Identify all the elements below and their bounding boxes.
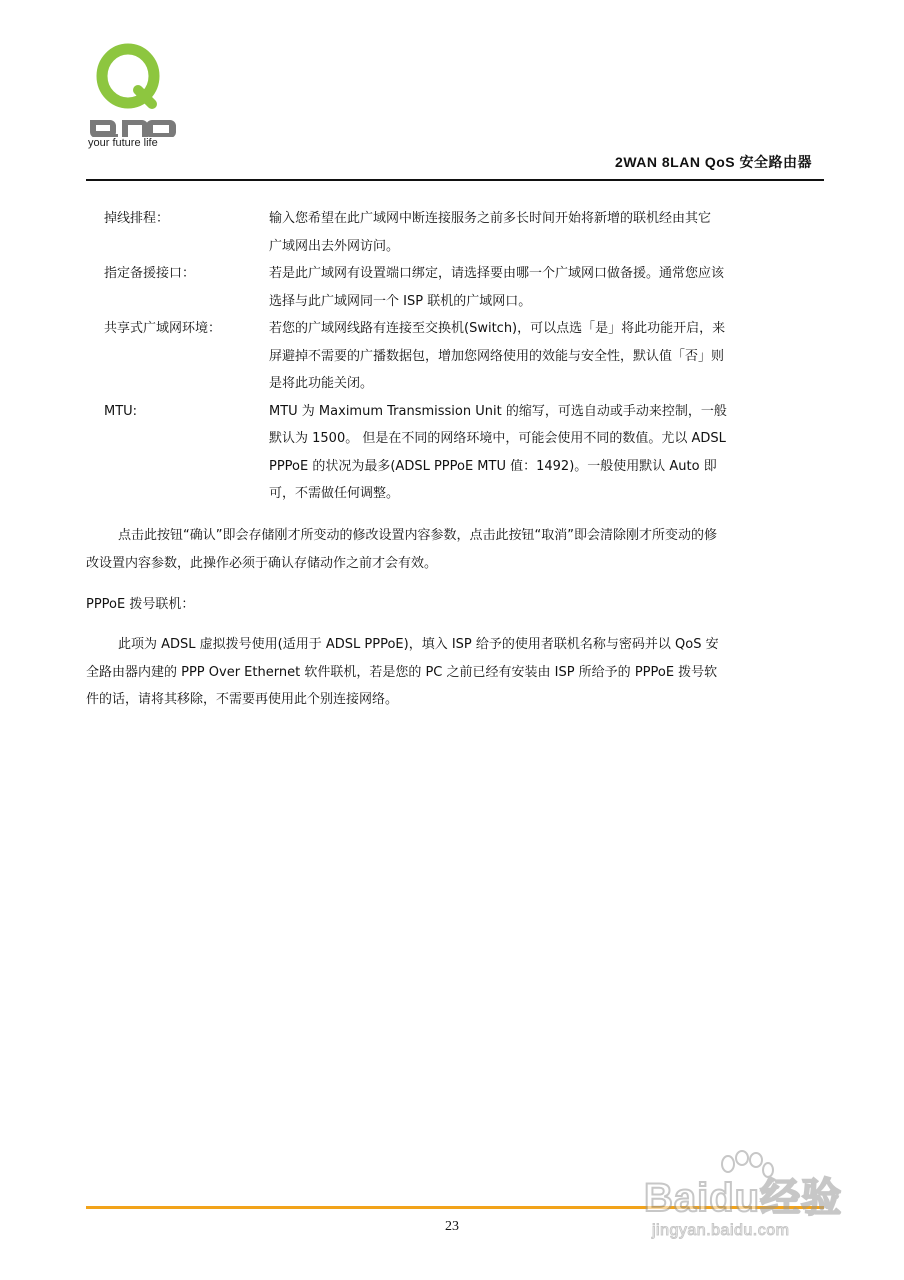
pppoe-description-paragraph (86, 631, 824, 714)
definition-term: 掉线排程： (104, 211, 170, 226)
watermark-url: jingyan.baidu.com (652, 1222, 790, 1239)
page-number: 23 (445, 1219, 459, 1234)
description-line: MTU 为 Maximum Transmission Unit 的缩写，可选自动或手动来控制，一般 (269, 403, 727, 419)
description-line: 若是此广域网有设置端口绑定，请选择要由哪一个广域网口做备援。通常您应该 (269, 266, 725, 281)
qno-logo (86, 42, 186, 152)
description-line: 若您的广域网线路有连接至交换机(Switch)，可以点选「是」将此功能开启，来 (269, 321, 726, 336)
pppoe-section-heading (86, 591, 824, 619)
definition-term: 共享式广域网环境： (104, 321, 222, 336)
header-divider (86, 179, 824, 181)
document-header-title: 2WAN 8LAN QoS 安全路由器 (615, 154, 812, 170)
description-line: 默认为 1500。 但是在不同的网络环境中，可能会使用不同的数值。尤以 ADSL (269, 431, 726, 446)
paragraph-line: 全路由器内建的 PPP Over Ethernet 软件联机，若是您的 PC 之前已经有安装由 ISP 所给予的 PPPoE 拨号软 (86, 664, 718, 680)
definition-row-backup-interface (104, 260, 804, 315)
definition-row-shared-wan (104, 315, 804, 398)
description-line: 屏避掉不需要的广播数据包，增加您网络使用的效能与安全性，默认值「否」则 (269, 348, 725, 364)
definition-description (269, 260, 804, 315)
description-line: PPPoE 的状况为最多(ADSL PPPoE MTU 值：1492)。一般使用默认 Auto 即 (269, 458, 717, 474)
definition-term: 指定备援接口： (104, 266, 196, 281)
description-line: 是将此功能关闭。 (269, 376, 374, 391)
qno-logo-mark (86, 42, 186, 137)
description-line: 广域网出去外网访问。 (269, 238, 400, 254)
settings-definition-list (104, 205, 804, 508)
section-heading-text: PPPoE 拨号联机： (86, 597, 195, 612)
baidu-watermark (640, 1150, 870, 1260)
watermark-brand: Baidu经验 (644, 1176, 843, 1220)
confirm-cancel-paragraph (86, 522, 824, 577)
paragraph-line: 此项为 ADSL 虚拟拨号使用(适用于 ADSL PPPoE)，填入 ISP 给予的使用者联机名称与密码并以 QoS 安 (118, 637, 719, 652)
definition-description (269, 315, 804, 398)
definition-description (269, 398, 804, 508)
description-line: 可，不需做任何调整。 (269, 486, 400, 501)
definition-term: MTU: (104, 403, 138, 419)
logo-tagline: your future life (88, 137, 158, 149)
description-line: 选择与此广域网同一个 ISP 联机的广域网口。 (269, 293, 532, 309)
description-line: 输入您希望在此广域网中断连接服务之前多长时间开始将新增的联机经由其它 (269, 211, 712, 226)
definition-row-mtu (104, 398, 804, 508)
paragraph-line: 改设置内容参数，此操作必须于确认存储动作之前才会有效。 (86, 555, 438, 571)
definition-description (269, 205, 804, 260)
definition-row-disconnect-schedule (104, 205, 804, 260)
paragraph-line: 点击此按钮“确认”即会存储刚才所变动的修改设置内容参数，点击此按钮“取消”即会清除刚才所变动的修 (118, 528, 717, 543)
paragraph-line: 件的话，请将其移除，不需要再使用此个别连接网络。 (86, 692, 399, 707)
